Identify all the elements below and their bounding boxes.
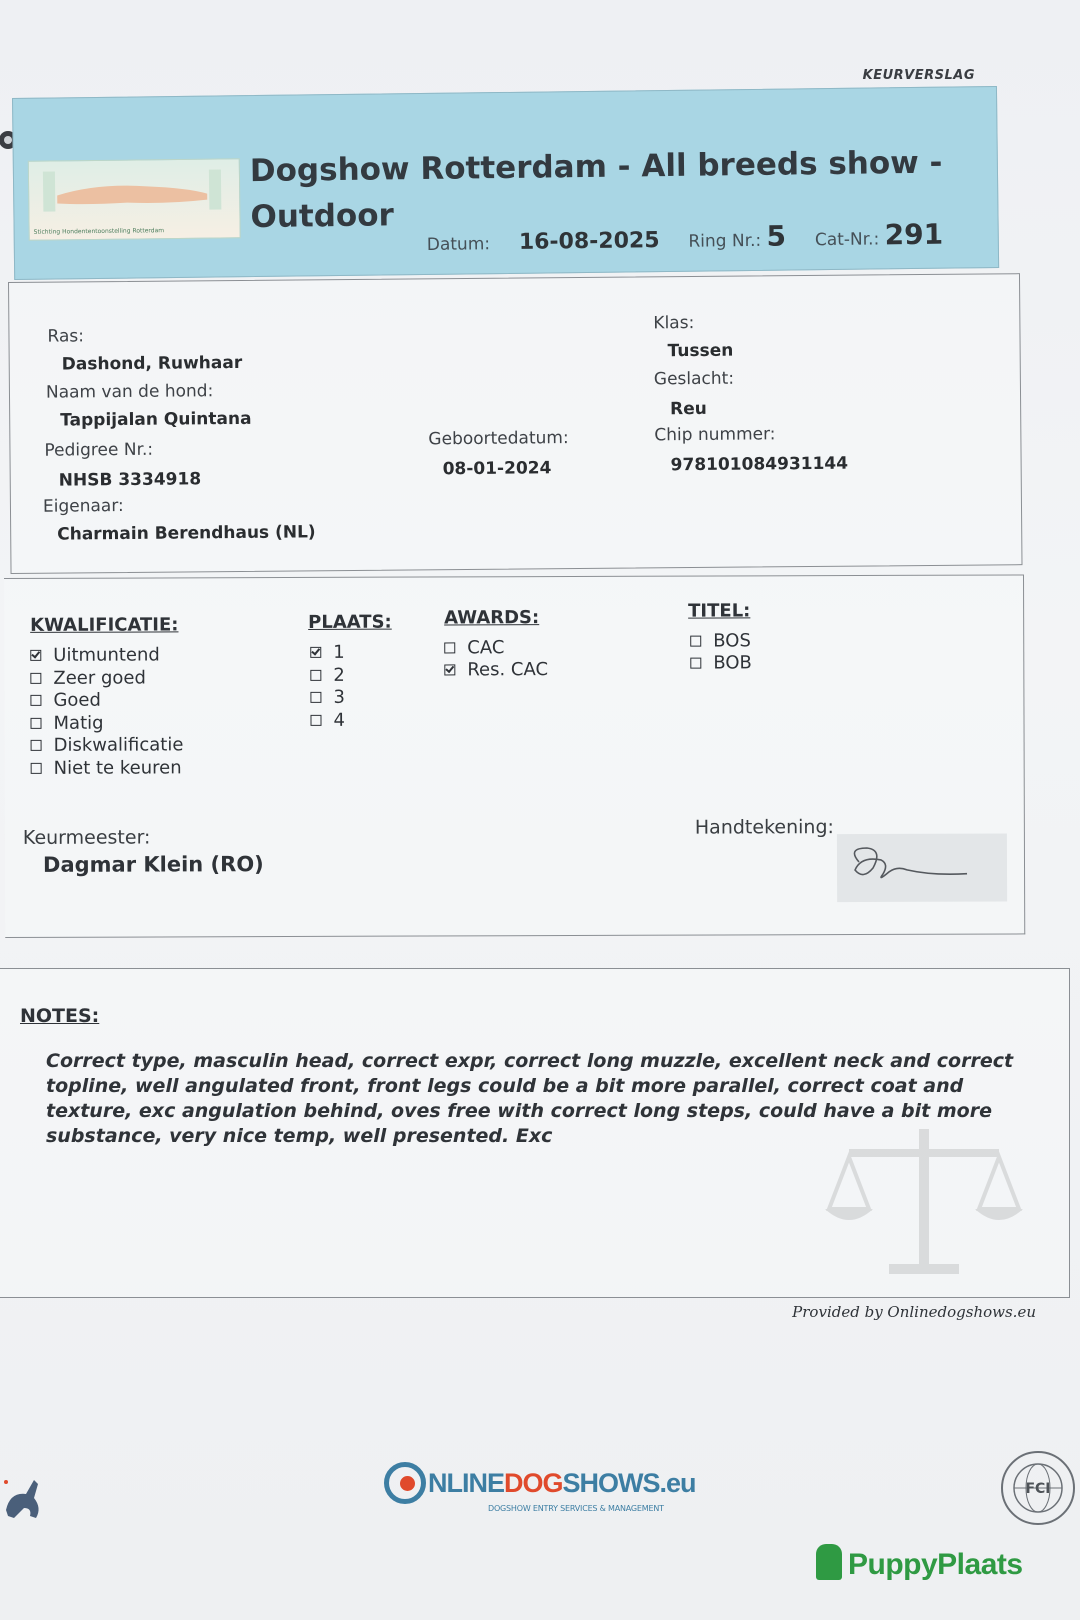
judge-label: Keurmeester: [22,826,151,849]
page-title: Dogshow Rotterdam - All breeds show - Outdoor [249,144,943,236]
owner-label: Eigenaar: [42,495,124,517]
signature-area [837,834,1007,903]
owner-value: Charmain Berendhaus (NL) [57,522,316,545]
date-value: 16-08-2025 [518,228,660,255]
hands-logo-icon [37,163,228,217]
option-2 [310,664,345,685]
option-label: 2 [333,664,345,686]
option-4 [310,709,345,730]
class-label: Klas: [653,313,695,334]
notes-panel [0,968,1070,1298]
fci-logo [998,1448,1078,1528]
date-label: Datum: [426,234,491,255]
signature-label: Handtekening: [694,816,834,839]
option-bos [690,630,751,651]
option-3 [310,687,345,708]
unchecked-box-icon [310,714,321,725]
show-meta [427,218,944,257]
unchecked-box-icon [444,642,455,653]
judging-panel [4,574,1025,938]
option-label: 3 [333,686,345,708]
cat-label: Cat-Nr.: [814,229,880,251]
unchecked-box-icon [30,695,41,706]
class-value: Tussen [667,340,734,362]
pedigree-value: NHSB 3334918 [58,469,202,491]
sex-value: Reu [670,398,707,420]
puppyplaats-text: PuppyPlaats [848,1548,1023,1581]
ods-logo-post: SHOWS.eu [562,1468,696,1498]
ods-logo-pre: NLINE [428,1468,504,1498]
option-label: Goed [53,689,101,711]
fci-globe-icon [998,1448,1078,1528]
option-label: Matig [53,712,104,734]
puppyplaats-logo [816,1544,1023,1582]
checked-box-icon [30,650,41,661]
option-cac [444,637,504,658]
report-label: KEURVERSLAG [862,68,975,83]
fci-text: FCI [1025,1481,1051,1497]
unchecked-box-icon [310,669,321,680]
dog-name-value: Tappijalan Quintana [60,408,252,431]
option-zeer-goed [30,667,146,688]
ring-value: 5 [766,219,787,253]
notes-text: Correct type, masculin head, correct expr, correct long muzzle, excellent neck and correct topline, well angulated front, front legs could be a bit more parallel, correct coat and texture, exc angulation behind, oves free with correct long steps, could have a bit more substance, very nice temp, well presented. Exc [46,1050,1014,1147]
onlinedogshows-logo [384,1462,696,1528]
scales-watermark-icon [819,1119,1029,1279]
titel-heading: TITEL: [688,600,751,622]
ods-logo-mid: DOG [504,1468,563,1498]
dog-name-label: Naam van de hond: [45,381,214,403]
sex-label: Geslacht: [653,368,735,390]
breed-value: Dashond, Ruwhaar [61,352,243,375]
option-label: BOS [713,630,751,652]
dob-value: 08-01-2024 [442,458,552,480]
notes-heading: NOTES: [20,1005,100,1027]
ods-logo-word [428,1468,696,1499]
option-label: 4 [333,709,345,731]
option-1 [310,642,345,663]
option-label: Res. CAC [467,659,549,681]
option-label: 1 [333,641,345,663]
checked-box-icon [444,664,455,675]
option-label: BOB [713,652,752,674]
awards-heading: AWARDS: [444,607,540,629]
dog-mascot-icon [0,1470,46,1526]
option-bob [690,652,752,673]
option-niet-te-keuren [31,757,182,779]
chip-value: 978101084931144 [670,453,849,476]
option-diskwalificatie [31,734,184,756]
provided-by: Provided by Onlinedogshows.eu [792,1303,1036,1321]
option-res-cac [444,659,548,680]
organizer-logo [28,158,241,241]
unchecked-box-icon [690,658,701,669]
unchecked-box-icon [310,692,321,703]
option-label: Niet te keuren [53,756,182,779]
unchecked-box-icon [31,762,42,773]
option-label: Zeer goed [53,667,146,689]
dog-info-panel [8,273,1023,574]
kwalificatie-heading: KWALIFICATIE: [30,614,179,636]
dob-label: Geboortedatum: [428,428,569,450]
option-label: Uitmuntend [53,644,160,666]
unchecked-box-icon [30,672,41,683]
pedigree-label: Pedigree Nr.: [44,439,154,461]
unchecked-box-icon [31,740,42,751]
option-matig [30,712,103,733]
plaats-heading: PLAATS: [308,611,392,633]
option-goed [30,690,101,711]
show-header [12,86,999,280]
signature-image [837,834,1007,903]
cat-value: 291 [884,217,944,252]
unchecked-box-icon [30,717,41,728]
chip-label: Chip nummer: [654,424,776,446]
ring-label: Ring Nr.: [688,230,762,252]
option-label: Diskwalificatie [53,734,184,756]
ods-tagline: DOGSHOW ENTRY SERVICES & MANAGEMENT [488,1504,664,1513]
checked-box-icon [310,647,321,658]
paw-circle-icon [384,1462,426,1504]
option-uitmuntend [30,644,160,665]
organizer-logo-text: Stichting Hondententoonstelling Rotterdam [33,227,165,236]
option-label: CAC [467,637,505,659]
judge-value: Dagmar Klein (RO) [42,852,264,877]
unchecked-box-icon [690,636,701,647]
puppy-house-icon [816,1544,842,1580]
breed-label: Ras: [47,326,85,347]
